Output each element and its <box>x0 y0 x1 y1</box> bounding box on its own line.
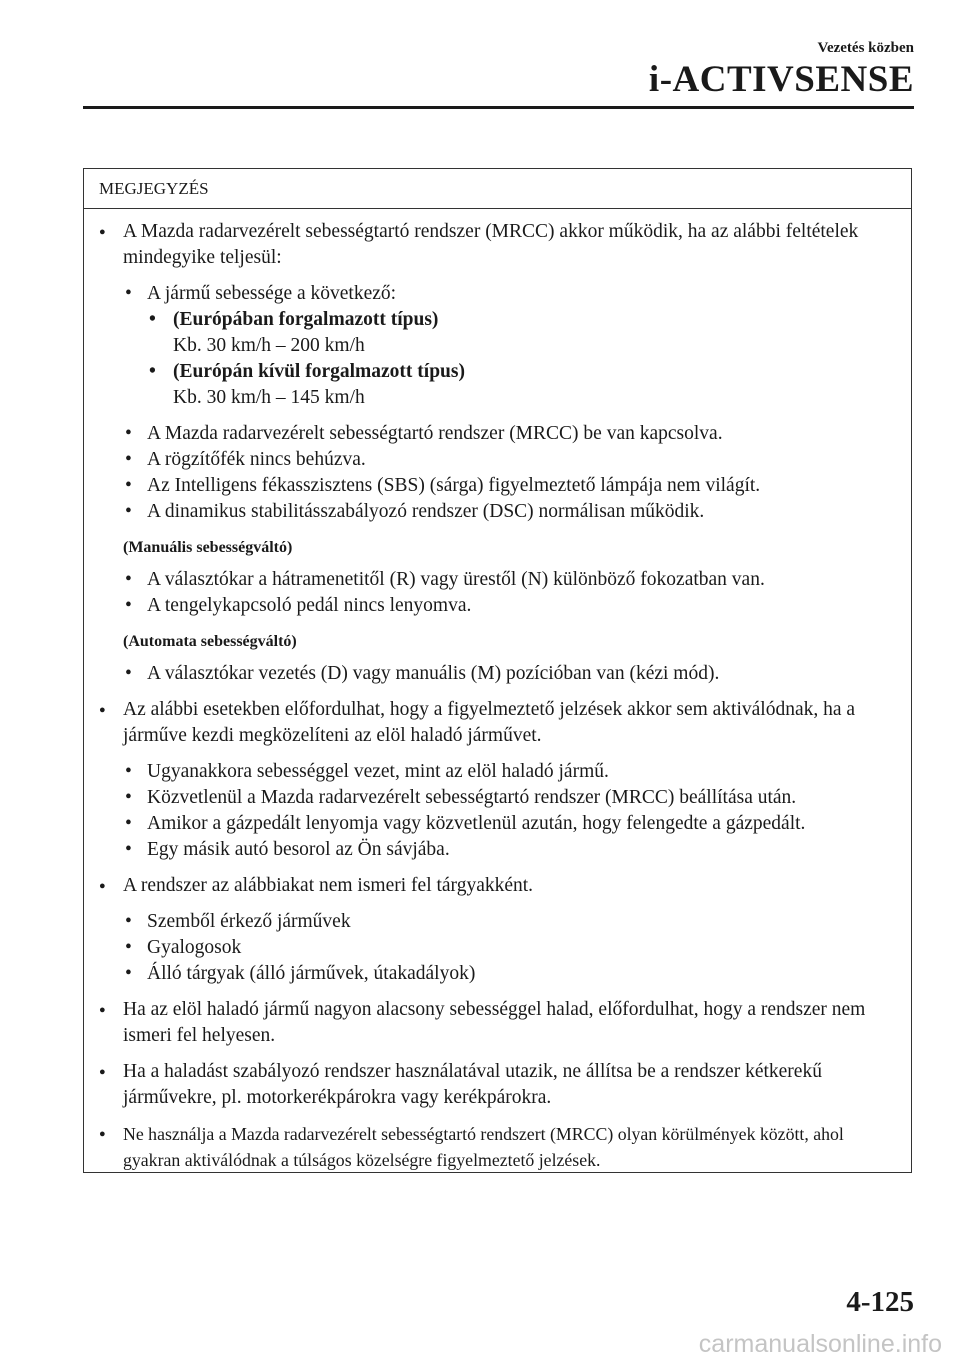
note-title: MEGJEGYZÉS <box>84 169 911 209</box>
note-bullet-warnings <box>99 697 897 863</box>
watermark: carmanualsonline.info <box>698 1330 942 1358</box>
list-item: • A Mazda radarvezérelt sebességtartó rendszer (MRCC) be van kapcsolva. <box>123 421 897 447</box>
warnings-text: ● Az alábbi esetekben előfordulhat, hogy a figyelmeztető jelzések akkor sem aktiválódnak, ha a járműve kezdi megközelíteni az elöl haladó járművet. <box>123 699 856 746</box>
objects-text: ● A rendszer az alábbiakat nem ismeri fel tárgyakként. <box>123 875 534 896</box>
speed-label: A jármű sebessége a következő: <box>147 283 397 304</box>
low-speed-text: ● Ha az elöl haladó jármű nagyon alacsony sebességgel halad, előfordulhat, hogy a rendszer nem ismeri fel helyesen. <box>123 999 866 1046</box>
auto-conditions <box>123 661 897 687</box>
page-number: 4-125 <box>846 1286 914 1318</box>
list-item: • A dinamikus stabilitásszabályozó rendszer (DSC) normálisan működik. <box>123 499 897 525</box>
list-item: • A rögzítőfék nincs behúzva. <box>123 447 897 473</box>
chapter-title: i-ACTIVSENSE <box>648 59 914 100</box>
note-bullet-proximity <box>99 1121 897 1173</box>
manual-transmission-label: (Manuális sebességváltó) <box>123 539 293 556</box>
note-bullet-low-speed <box>99 997 897 1049</box>
list-item: • Az Intelligens fékasszisztens (SBS) (sárga) figyelmeztető lámpája nem világít. <box>123 473 897 499</box>
list-item: • Álló tárgyak (álló járművek, útakadályok) <box>123 961 897 987</box>
conditions-text: ● A Mazda radarvezérelt sebességtartó rendszer (MRCC) akkor működik, ha az alábbi feltételek mindegyike teljesül: <box>123 221 859 268</box>
speed-list <box>123 281 897 411</box>
list-item: • A tengelykapcsoló pedál nincs lenyomva. <box>123 593 897 619</box>
note-bullet-two-wheelers <box>99 1059 897 1111</box>
list-item <box>147 307 897 359</box>
warnings-list <box>123 759 897 863</box>
list-item: • Egy másik autó besorol az Ön sávjába. <box>123 837 897 863</box>
list-item: • A választókar vezetés (D) vagy manuális (M) pozícióban van (kézi mód). <box>123 661 897 687</box>
objects-list <box>123 909 897 987</box>
non-eu-value: Kb. 30 km/h – 145 km/h <box>173 387 365 408</box>
header-rule <box>83 106 914 109</box>
note-bullet-objects <box>99 873 897 987</box>
list-item: • Gyalogosok <box>123 935 897 961</box>
general-conditions <box>123 421 897 525</box>
list-item <box>123 281 897 411</box>
manual-conditions <box>123 567 897 619</box>
list-item: • Szemből érkező járművek <box>123 909 897 935</box>
proximity-text: ● Ne használja a Mazda radarvezérelt sebességtartó rendszert (MRCC) olyan körülmények között, ahol gyakran aktiválódnak a túlságos közelségre figyelmeztető jelzések. <box>123 1124 844 1170</box>
two-wheelers-text: ● Ha a haladást szabályozó rendszer használatával utazik, ne állítsa be a rendszer kétkerekű járművekre, pl. motorkerékpárokra vagy kerékpárokra. <box>123 1061 822 1108</box>
list-item: • Ugyanakkora sebességgel vezet, mint az elöl haladó jármű. <box>123 759 897 785</box>
speed-variants <box>147 307 897 411</box>
list-item: • Közvetlenül a Mazda radarvezérelt sebességtartó rendszer (MRCC) beállítása után. <box>123 785 897 811</box>
eu-label: (Európában forgalmazott típus) <box>173 309 439 330</box>
note-body <box>84 209 911 1173</box>
non-eu-label: (Európán kívül forgalmazott típus) <box>173 361 465 382</box>
list-item <box>147 359 897 411</box>
note-box <box>83 168 912 1173</box>
list-item: • A választókar a hátramenetitől (R) vagy ürestől (N) különböző fokozatban van. <box>123 567 897 593</box>
automatic-transmission-label: (Automata sebességváltó) <box>123 633 297 650</box>
eu-value: Kb. 30 km/h – 200 km/h <box>173 335 365 356</box>
note-bullet-conditions <box>99 219 897 687</box>
section-title: Vezetés közben <box>817 40 914 56</box>
list-item: • Amikor a gázpedált lenyomja vagy közvetlenül azután, hogy felengedte a gázpedált. <box>123 811 897 837</box>
